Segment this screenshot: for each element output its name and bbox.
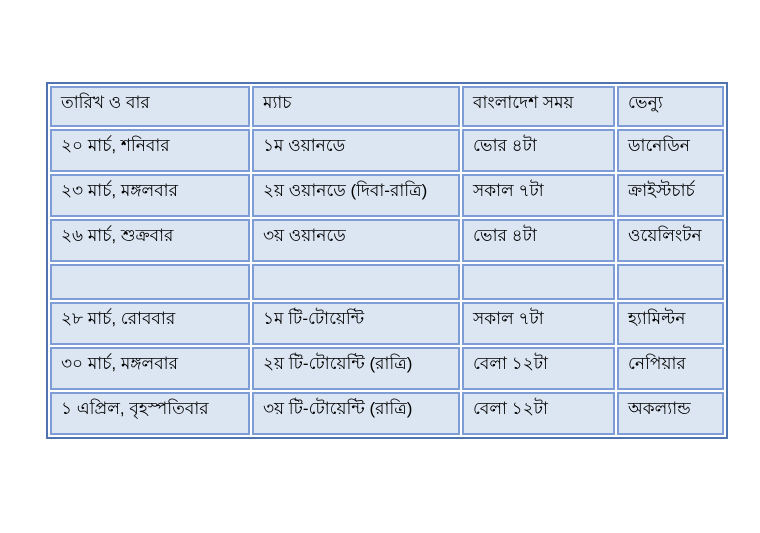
cell-date: ৩০ মার্চ, মঙ্গলবার (50, 347, 250, 390)
cell-venue: ক্রাইস্টচার্চ (617, 174, 724, 217)
cell-match: ১ম ওয়ানডে (252, 129, 460, 172)
cell-empty (462, 264, 615, 300)
cell-date: ১ এপ্রিল, বৃহস্পতিবার (50, 392, 250, 435)
cell-time: বেলা ১২টা (462, 347, 615, 390)
cell-time: সকাল ৭টা (462, 174, 615, 217)
cell-venue: হ্যামিল্টন (617, 302, 724, 345)
cell-time: বেলা ১২টা (462, 392, 615, 435)
cell-venue: ডানেডিন (617, 129, 724, 172)
cell-match: ৩য় ওয়ানডে (252, 219, 460, 262)
table-row (50, 302, 724, 345)
cell-venue: অকল্যান্ড (617, 392, 724, 435)
column-header-match: ম্যাচ (252, 86, 460, 127)
table-row (50, 219, 724, 262)
separator-row (50, 264, 724, 300)
schedule-table (46, 82, 728, 439)
cell-empty (252, 264, 460, 300)
cell-time: সকাল ৭টা (462, 302, 615, 345)
cell-match: ৩য় টি-টোয়েন্টি (রাত্রি) (252, 392, 460, 435)
table-row (50, 347, 724, 390)
cell-time: ভোর ৪টা (462, 129, 615, 172)
cell-empty (50, 264, 250, 300)
cell-match: ২য় ওয়ানডে (দিবা-রাত্রি) (252, 174, 460, 217)
cell-date: ২০ মার্চ, শনিবার (50, 129, 250, 172)
cell-empty (617, 264, 724, 300)
cell-date: ২৩ মার্চ, মঙ্গলবার (50, 174, 250, 217)
cell-venue: ওয়েলিংটন (617, 219, 724, 262)
cell-time: ভোর ৪টা (462, 219, 615, 262)
column-header-time: বাংলাদেশ সময় (462, 86, 615, 127)
column-header-venue: ভেন্যু (617, 86, 724, 127)
column-header-date: তারিখ ও বার (50, 86, 250, 127)
table-row (50, 392, 724, 435)
cell-venue: নেপিয়ার (617, 347, 724, 390)
cell-date: ২৬ মার্চ, শুক্রবার (50, 219, 250, 262)
cell-date: ২৮ মার্চ, রোববার (50, 302, 250, 345)
cell-match: ১ম টি-টোয়েন্টি (252, 302, 460, 345)
table-row (50, 174, 724, 217)
table-row (50, 129, 724, 172)
cell-match: ২য় টি-টোয়েন্টি (রাত্রি) (252, 347, 460, 390)
header-row (50, 86, 724, 127)
